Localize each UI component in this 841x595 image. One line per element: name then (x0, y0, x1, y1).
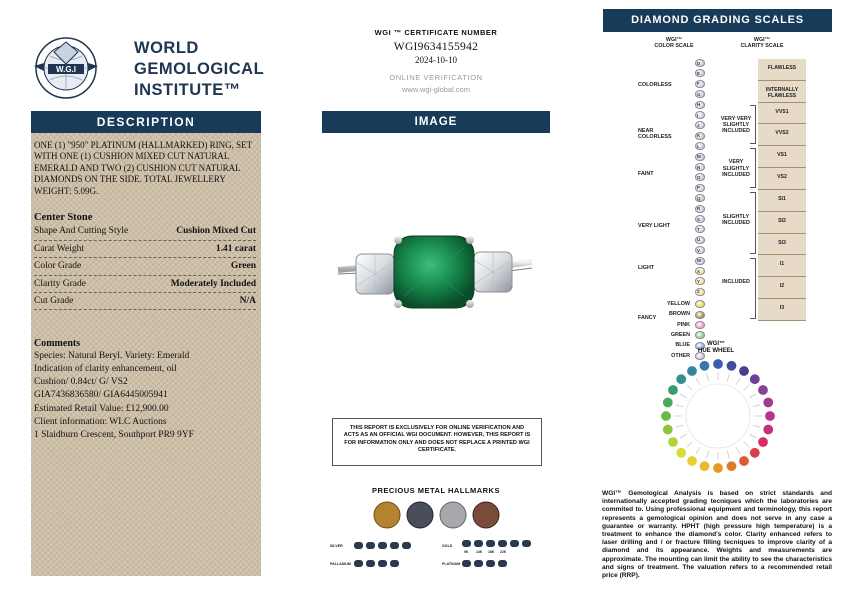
gold-coin-icon (374, 502, 400, 528)
color-grade-letter: H (697, 102, 701, 108)
certificate-info (322, 28, 550, 94)
hue-wheel-spoke (744, 385, 750, 391)
hue-wheel-gem-icon (750, 374, 760, 384)
color-grade-letter: D (697, 60, 701, 66)
hue-wheel-gem-icon (663, 397, 673, 407)
color-group-label: COLORLESS (638, 81, 672, 88)
spec-row (34, 223, 256, 240)
hue-wheel-gem-icon (763, 424, 773, 434)
hue-wheel-spoke (676, 405, 684, 407)
hue-wheel-gem-icon (687, 456, 697, 466)
hue-wheel-gem-icon (687, 366, 697, 376)
comment-line: Estimated Retail Value: £12,900.00 (34, 403, 169, 414)
certificate-date: 2024-10-10 (415, 55, 457, 65)
hue-wheel-spoke (687, 442, 693, 448)
clarity-grade-cell: SI3 (758, 234, 806, 256)
fancy-color-label: GREEN (670, 331, 690, 338)
hue-wheel-title (671, 341, 761, 355)
hue-wheel-gem-icon (676, 374, 686, 384)
color-grade-letter: W (697, 258, 702, 264)
fancy-color-gem-icon (695, 300, 705, 308)
hue-wheel-spoke (687, 385, 693, 391)
hue-wheel-gem-icon (726, 361, 736, 371)
certificate-number-label: WGI ™ CERTIFICATE NUMBER (374, 28, 498, 37)
spec-row (34, 293, 256, 310)
online-verification-label: ONLINE VERIFICATION (389, 73, 483, 82)
comments-title: Comments (34, 338, 81, 350)
fancy-color-gem-icon (695, 321, 705, 329)
spec-list (34, 223, 256, 310)
hue-wheel-gem-icon (758, 437, 768, 447)
ring-photo (334, 222, 534, 318)
hue-wheel-gem-icon (750, 448, 760, 458)
spec-value: N/A (239, 296, 256, 307)
color-grade-letter: U (697, 237, 701, 243)
hue-wheel-spoke (676, 425, 684, 427)
spec-value: Moderately Included (170, 278, 256, 289)
hue-wheel-spoke (696, 378, 700, 385)
silver-coin-icon (440, 502, 466, 528)
color-group-label: VERY LIGHT (638, 223, 671, 230)
color-grade-letter: X (697, 268, 701, 274)
color-group-label: FANCY (638, 314, 657, 321)
clarity-grade-cell: VVS2 (758, 125, 806, 147)
logo-line-3: INSTITUTE™ (134, 81, 241, 99)
hue-wheel-gem-icon (699, 361, 709, 371)
clarity-scale-title-2: CLARITY SCALE (740, 43, 784, 50)
platinum-label: PLATINUM (442, 562, 461, 566)
hue-wheel-gem-icon (663, 424, 673, 434)
spec-label: Color Grade (34, 261, 82, 272)
clarity-grade-cell: INTERNALLY FLAWLESS (758, 81, 806, 103)
color-grade-letter: K (697, 133, 701, 139)
spec-row (34, 258, 256, 275)
hue-wheel-spoke (727, 374, 729, 382)
hue-wheel-spoke (749, 434, 756, 438)
color-grade-letter: E (697, 71, 701, 76)
color-group-label: FAINT (638, 171, 654, 178)
hue-wheel-spoke (744, 442, 750, 448)
color-grade-letter: Y (697, 279, 701, 284)
color-scale-title (638, 37, 710, 50)
hue-wheel-title-1: WGI™ (707, 341, 725, 347)
palladium-coin-icon (407, 502, 433, 528)
spec-value: 1.41 carat (215, 243, 256, 254)
comment-line: Species: Natural Beryl. Variety: Emerald (34, 350, 190, 361)
image-heading: IMAGE (322, 111, 550, 133)
gold-karat-label: 9K (464, 550, 469, 554)
hue-wheel-spoke (707, 374, 709, 382)
color-grade-letter: V (697, 247, 701, 253)
spec-label: Clarity Grade (34, 278, 86, 289)
hue-wheel-gem-icon (765, 411, 775, 421)
hallmark-coins (372, 500, 502, 530)
emblem-label: W.G.I (56, 65, 76, 74)
comment-line: Client information: WLC Auctions (34, 416, 167, 427)
comment-line: Indication of clarity enhancement, oil (34, 364, 177, 375)
clarity-grade-column (758, 59, 806, 321)
hallmark-stamps (330, 538, 545, 572)
color-grade-letter: I (697, 112, 699, 118)
logo-line-2: GEMOLOGICAL (134, 60, 265, 78)
emblem-text (28, 30, 106, 102)
color-group-label: LIGHT (638, 264, 655, 271)
fancy-color-label: OTHER (671, 352, 690, 359)
gold-karat-label: 18K (488, 550, 495, 554)
color-grade-letter: Q (697, 195, 701, 201)
hue-wheel-gem-icon (739, 366, 749, 376)
fancy-color-label: PINK (677, 321, 690, 328)
hue-wheel-gem-icon (739, 456, 749, 466)
description-heading: DESCRIPTION (31, 111, 261, 133)
spec-label: Shape And Cutting Style (34, 226, 129, 237)
spec-label: Carat Weight (34, 243, 84, 254)
color-grade-letter: Z (697, 289, 700, 295)
palladium-label: PALLADIUM (330, 562, 351, 566)
hue-wheel-spoke (707, 451, 709, 459)
fancy-color-label: BLUE (675, 342, 690, 349)
hue-wheel-spoke (753, 405, 761, 407)
fancy-color-label: BROWN (669, 311, 690, 318)
fancy-color-gem-icon (695, 331, 705, 339)
clarity-grade-cell: VVS1 (758, 103, 806, 125)
fancy-color-gem-icon (695, 311, 705, 319)
hue-wheel-spoke (736, 447, 740, 454)
wgi-logo (28, 30, 268, 102)
spec-label: Cut Grade (34, 296, 74, 307)
color-grade-letter: M (697, 154, 701, 160)
color-grade-letter: O (697, 175, 701, 180)
hallmarks-title: PRECIOUS METAL HALLMARKS (372, 486, 500, 495)
hue-wheel-spoke (680, 434, 687, 438)
clarity-scale-title-1: WGI™ (753, 37, 771, 43)
hue-wheel-spoke (727, 451, 729, 459)
spec-value: Green (230, 261, 256, 272)
grading-scales-heading: DIAMOND GRADING SCALES (603, 9, 832, 32)
color-grade-letter: L (697, 143, 700, 149)
clarity-group-bracket (750, 192, 756, 254)
spec-row (34, 276, 256, 293)
color-grade-letter: R (697, 206, 701, 212)
gold-label: GOLD (442, 544, 453, 548)
hue-wheel-spoke (736, 378, 740, 385)
description-panel (31, 111, 261, 576)
color-grade-letter: N (697, 164, 701, 170)
hue-wheel-gem-icon (763, 397, 773, 407)
hue-wheel-gem-icon (668, 385, 678, 395)
clarity-grade-cell: SI2 (758, 212, 806, 234)
online-verification-link[interactable]: www.wgi-global.com (402, 85, 470, 94)
spec-row (34, 241, 256, 258)
color-gem-column (693, 59, 707, 351)
hue-wheel-spoke (696, 447, 700, 454)
hue-wheel-gem-icon (661, 411, 671, 421)
clarity-grade-cell: SI1 (758, 190, 806, 212)
clarity-scale-title (716, 37, 808, 50)
fancy-color-label: YELLOW (666, 300, 690, 307)
gold-karat-label: 22K (500, 550, 507, 554)
copper-coin-icon (473, 502, 499, 528)
gold-karat-label: 14K (476, 550, 483, 554)
clarity-grade-cell: VS2 (758, 168, 806, 190)
logo-line-1: WORLD (134, 39, 199, 57)
clarity-grade-cell: I2 (758, 277, 806, 299)
color-grade-letter: S (697, 216, 701, 222)
hue-wheel-gem-icon (676, 448, 686, 458)
clarity-grade-cell: I3 (758, 299, 806, 321)
hue-wheel (643, 354, 793, 479)
clarity-group-label: VERY VERY SLIGHTLY INCLUDED (720, 115, 752, 135)
color-grade-letter: T (697, 227, 700, 232)
hue-wheel-spoke (680, 394, 687, 398)
color-grade-letter: G (697, 91, 701, 97)
institute-name (134, 38, 264, 101)
verification-notice: THIS REPORT IS EXCLUSIVELY FOR ONLINE VERIFICATION AND ACTS AS AN OFFICIAL WGI DOCUMENT. HOWEVER, THIS REPORT IS FOR INFORMATION ONLY AND DOES NOT REPLACE A PRINTED WGI CERTIFICATE. (332, 418, 542, 466)
hue-wheel-gem-icon (668, 437, 678, 447)
color-grade-letter: J (697, 123, 700, 128)
hue-wheel-spoke (749, 394, 756, 398)
item-description: ONE (1) "950" PLATINUM (HALLMARKED) RING, SET WITH ONE (1) CUSHION MIXED CUT NATURAL EMERALD AND TWO (2) CUSHION CUT NATURAL DIAMONDS ON THE SIDE. TOTAL JEWELLERY WEIGHT: 5.09G. (34, 140, 252, 196)
hue-wheel-gem-icon (713, 359, 723, 369)
comments-list (34, 350, 256, 442)
silver-label: SILVER (330, 544, 343, 548)
hue-wheel-gem-icon (758, 385, 768, 395)
clarity-group-bracket (750, 105, 756, 145)
color-grade-letter: F (697, 81, 700, 87)
clarity-grade-cell: FLAWLESS (758, 59, 806, 81)
color-grade-letter: P (697, 185, 701, 191)
spec-value: Cushion Mixed Cut (176, 226, 256, 237)
hue-wheel-gem-icon (713, 463, 723, 473)
clarity-grade-cell: VS1 (758, 146, 806, 168)
clarity-group-label: VERY SLIGHTLY INCLUDED (722, 159, 750, 178)
clarity-group-label: SLIGHTLY INCLUDED (722, 213, 750, 227)
hue-wheel-inner-ring (686, 384, 750, 448)
color-scale-title-2: COLOR SCALE (654, 43, 694, 50)
comment-line: Cushion/ 0.84ct/ G/ VS2 (34, 377, 128, 388)
clarity-group-bracket (750, 258, 756, 320)
hue-wheel-gem-icon (699, 461, 709, 471)
comment-line: 1 Slaidburn Crescent, Southport PR9 9YF (34, 430, 194, 441)
certificate-number: WGI9634155942 (393, 41, 479, 53)
color-scale-title-1: WGI™ (665, 37, 683, 43)
hue-wheel-spoke (753, 425, 761, 427)
clarity-group-label: INCLUDED (722, 279, 750, 286)
center-stone-title: Center Stone (34, 212, 93, 224)
clarity-group-bracket (750, 148, 756, 188)
hue-wheel-gem-icon (726, 461, 736, 471)
footnote-disclaimer: WGI™ Gemological Analysis is based on strict standards and internationally accepted grading tecniques which the laboratories are commited to. Using professional equipment and terminology, this report represents a gemological opinion and does not serve in any case a guarantee or warranty. HPHT (high pressure high temperature) is a treatment to enhance the diamond's color. Clarity enhanced refers to laser drilling and / or fracture filling tecniques to improve clarity of a diamond and its appearance. Weights and measurements are approximate. The mounting can limit the ability to see the characteristics and signs of treatment. The valuation refers to a recommended retail price (RRP). (602, 490, 832, 580)
hue-wheel-title-2: HUE WHEEL (698, 348, 734, 354)
comment-line: GIA7436836580/ GIA6445005941 (34, 390, 168, 401)
clarity-grade-cell: I1 (758, 256, 806, 278)
color-group-label: NEAR COLORLESS (638, 127, 672, 141)
